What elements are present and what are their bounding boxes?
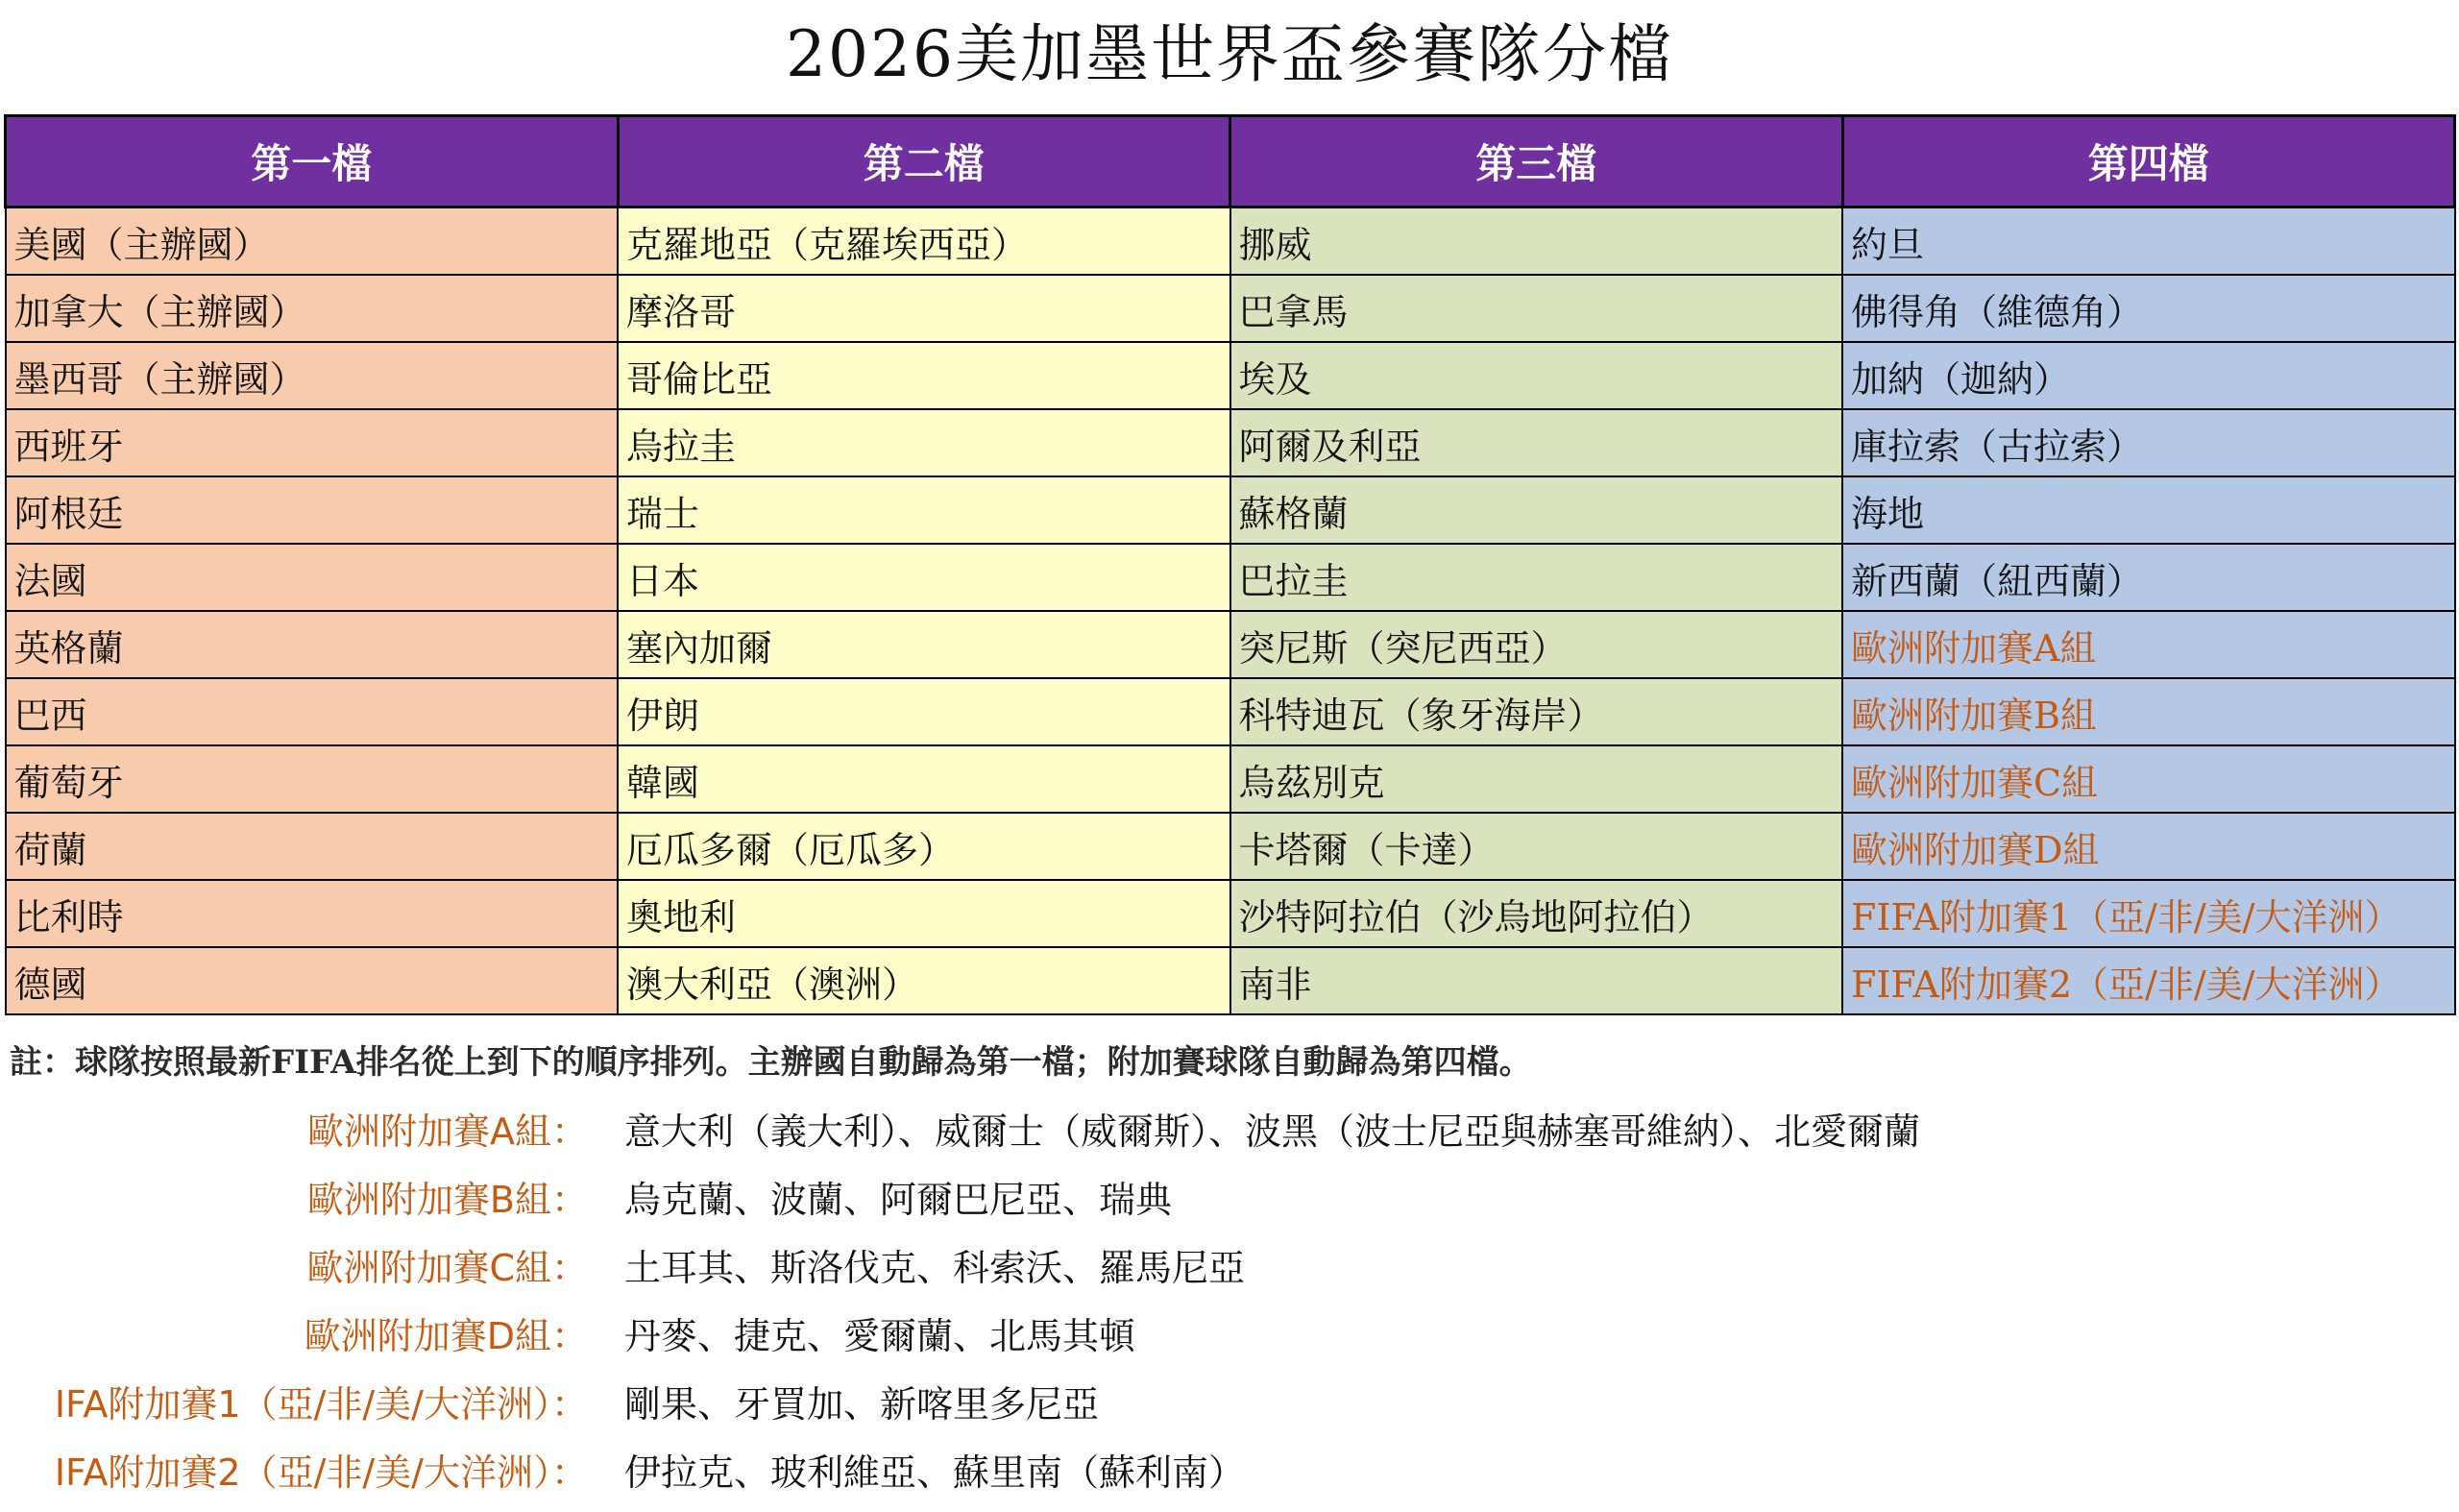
pot-2-team-cell: 韓國 bbox=[618, 745, 1230, 813]
pot-2-team-cell: 塞內加爾 bbox=[618, 611, 1230, 678]
pot-2-team-cell: 摩洛哥 bbox=[618, 275, 1230, 342]
table-row bbox=[6, 813, 2455, 880]
header-pot-1: 第一檔 bbox=[6, 116, 619, 207]
pot-1-team-cell: 巴西 bbox=[6, 678, 619, 745]
playoff-row bbox=[0, 1307, 2459, 1376]
pot-1-team-cell: 西班牙 bbox=[6, 409, 619, 476]
playoff-list bbox=[0, 1103, 2459, 1512]
table-row bbox=[6, 544, 2455, 611]
pot-4-team-cell: 加納（迦納） bbox=[1842, 342, 2455, 409]
pot-4-team-cell: FIFA附加賽1（亞/非/美/大洋洲） bbox=[1842, 880, 2455, 947]
pot-3-team-cell: 巴拿馬 bbox=[1230, 275, 1843, 342]
table-row bbox=[6, 880, 2455, 947]
footnote: 註：球隊按照最新FIFA排名從上到下的順序排列。主辦國自動歸為第一檔；附加賽球隊自動歸為第四檔。 bbox=[10, 1043, 1532, 1082]
pots-table bbox=[4, 114, 2456, 1015]
playoff-teams: 烏克蘭、波蘭、阿爾巴尼亞、瑞典 bbox=[624, 1179, 1173, 1221]
pot-4-team-cell: 歐洲附加賽C組 bbox=[1842, 745, 2455, 813]
pot-3-team-cell: 烏茲別克 bbox=[1230, 745, 1843, 813]
pot-3-team-cell: 突尼斯（突尼西亞） bbox=[1230, 611, 1843, 678]
playoff-teams: 剛果、牙買加、新喀里多尼亞 bbox=[624, 1383, 1100, 1426]
pot-3-team-cell: 科特迪瓦（象牙海岸） bbox=[1230, 678, 1843, 745]
table-row bbox=[6, 678, 2455, 745]
playoff-teams: 意大利（義大利）、威爾士（威爾斯）、波黑（波士尼亞與赫塞哥維納）、北愛爾蘭 bbox=[624, 1110, 1921, 1153]
pot-2-team-cell: 烏拉圭 bbox=[618, 409, 1230, 476]
pot-1-team-cell: 比利時 bbox=[6, 880, 619, 947]
pot-2-team-cell: 哥倫比亞 bbox=[618, 342, 1230, 409]
pot-2-team-cell: 伊朗 bbox=[618, 678, 1230, 745]
playoff-label: IFA附加賽2（亞/非/美/大洋洲）： bbox=[54, 1451, 588, 1494]
pot-4-team-cell: 海地 bbox=[1842, 476, 2455, 544]
pot-4-team-cell: FIFA附加賽2（亞/非/美/大洋洲） bbox=[1842, 947, 2455, 1014]
pot-1-team-cell: 葡萄牙 bbox=[6, 745, 619, 813]
playoff-label: 歐洲附加賽D組： bbox=[304, 1315, 588, 1357]
playoff-row bbox=[0, 1103, 2459, 1171]
table-row bbox=[6, 611, 2455, 678]
playoff-label: 歐洲附加賽C組： bbox=[306, 1247, 588, 1289]
pot-1-team-cell: 荷蘭 bbox=[6, 813, 619, 880]
header-pot-4: 第四檔 bbox=[1842, 116, 2455, 207]
pot-1-team-cell: 加拿大（主辦國） bbox=[6, 275, 619, 342]
table-row bbox=[6, 275, 2455, 342]
pot-4-team-cell: 歐洲附加賽B組 bbox=[1842, 678, 2455, 745]
playoff-teams: 土耳其、斯洛伐克、科索沃、羅馬尼亞 bbox=[624, 1247, 1246, 1289]
playoff-row bbox=[0, 1444, 2459, 1512]
table-row bbox=[6, 207, 2455, 276]
pot-2-team-cell: 澳大利亞（澳洲） bbox=[618, 947, 1230, 1014]
pot-3-team-cell: 蘇格蘭 bbox=[1230, 476, 1843, 544]
playoff-row bbox=[0, 1376, 2459, 1444]
pot-3-team-cell: 南非 bbox=[1230, 947, 1843, 1014]
table-row bbox=[6, 947, 2455, 1014]
pot-3-team-cell: 挪威 bbox=[1230, 207, 1843, 276]
pot-2-team-cell: 克羅地亞（克羅埃西亞） bbox=[618, 207, 1230, 276]
pot-4-team-cell: 新西蘭（紐西蘭） bbox=[1842, 544, 2455, 611]
header-pot-3: 第三檔 bbox=[1230, 116, 1843, 207]
pot-3-team-cell: 阿爾及利亞 bbox=[1230, 409, 1843, 476]
pot-4-team-cell: 佛得角（維德角） bbox=[1842, 275, 2455, 342]
pot-3-team-cell: 卡塔爾（卡達） bbox=[1230, 813, 1843, 880]
pot-3-team-cell: 埃及 bbox=[1230, 342, 1843, 409]
playoff-teams: 伊拉克、玻利維亞、蘇里南（蘇利南） bbox=[624, 1451, 1246, 1494]
playoff-label: IFA附加賽1（亞/非/美/大洋洲）： bbox=[54, 1383, 588, 1426]
playoff-label: 歐洲附加賽A組： bbox=[307, 1110, 588, 1153]
table-row bbox=[6, 409, 2455, 476]
pot-1-team-cell: 美國（主辦國） bbox=[6, 207, 619, 276]
pot-4-team-cell: 庫拉索（古拉索） bbox=[1842, 409, 2455, 476]
pot-1-team-cell: 英格蘭 bbox=[6, 611, 619, 678]
playoff-teams: 丹麥、捷克、愛爾蘭、北馬其頓 bbox=[624, 1315, 1136, 1357]
pots-body bbox=[6, 207, 2455, 1015]
header-row bbox=[6, 116, 2455, 207]
pot-2-team-cell: 厄瓜多爾（厄瓜多） bbox=[618, 813, 1230, 880]
pot-1-team-cell: 墨西哥（主辦國） bbox=[6, 342, 619, 409]
pot-2-team-cell: 奧地利 bbox=[618, 880, 1230, 947]
header-pot-2: 第二檔 bbox=[618, 116, 1230, 207]
pot-4-team-cell: 歐洲附加賽D組 bbox=[1842, 813, 2455, 880]
pot-3-team-cell: 巴拉圭 bbox=[1230, 544, 1843, 611]
playoff-row bbox=[0, 1171, 2459, 1239]
table-row bbox=[6, 745, 2455, 813]
pot-3-team-cell: 沙特阿拉伯（沙烏地阿拉伯） bbox=[1230, 880, 1843, 947]
pot-2-team-cell: 瑞士 bbox=[618, 476, 1230, 544]
pot-1-team-cell: 德國 bbox=[6, 947, 619, 1014]
table-row bbox=[6, 342, 2455, 409]
playoff-row bbox=[0, 1239, 2459, 1307]
pot-1-team-cell: 法國 bbox=[6, 544, 619, 611]
pot-4-team-cell: 約旦 bbox=[1842, 207, 2455, 276]
table-row bbox=[6, 476, 2455, 544]
pot-2-team-cell: 日本 bbox=[618, 544, 1230, 611]
playoff-label: 歐洲附加賽B組： bbox=[306, 1179, 588, 1221]
pot-4-team-cell: 歐洲附加賽A組 bbox=[1842, 611, 2455, 678]
pot-1-team-cell: 阿根廷 bbox=[6, 476, 619, 544]
page-title: 2026美加墨世界盃參賽隊分檔 bbox=[786, 17, 1673, 91]
